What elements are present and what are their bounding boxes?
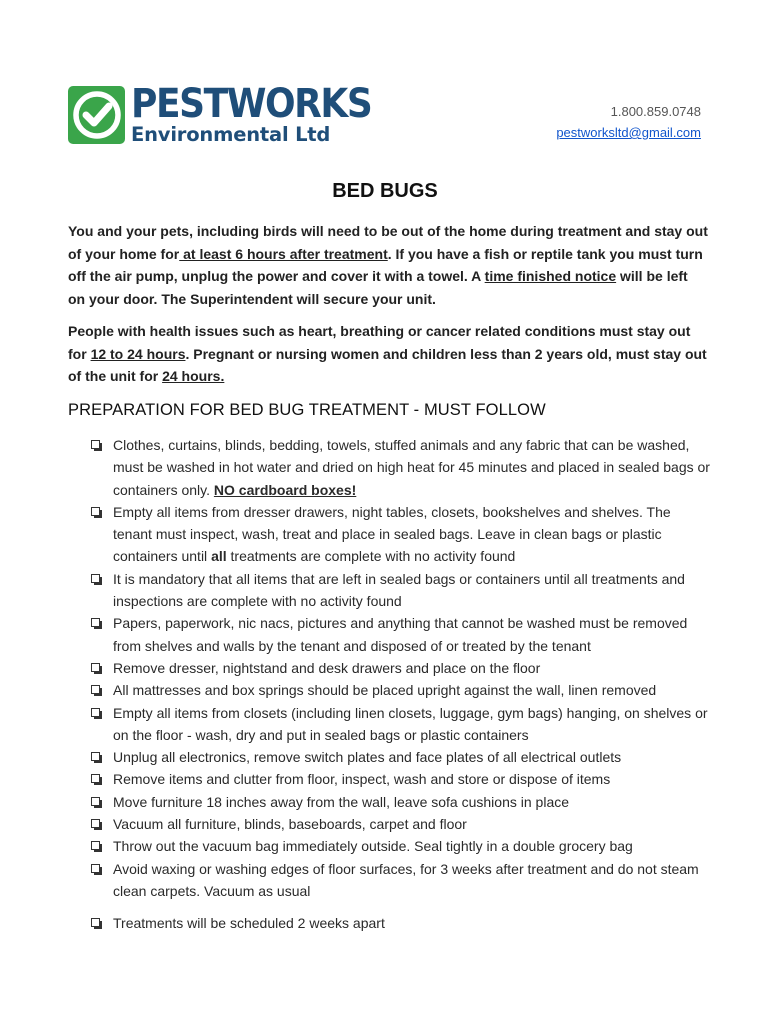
para2-text-1: People with health issues such as heart, breathing or cancer related conditions must stay out for xyxy=(68,323,691,362)
checkbox-icon xyxy=(91,918,102,929)
checkbox-icon xyxy=(91,819,102,830)
contact-info xyxy=(556,101,701,143)
checklist-item: Clothes, curtains, blinds, bedding, towels, stuffed animals and any fabric that can be washed, must be washed in hot water and dried on high heat for 45 minutes and placed in sealed bags or containers only. NO cardboard boxes! xyxy=(91,434,711,501)
checkbox-icon xyxy=(91,685,102,696)
checkbox-icon xyxy=(91,841,102,852)
para1-underline-2: time finished notice xyxy=(484,268,617,284)
checklist-item: Avoid waxing or washing edges of floor surfaces, for 3 weeks after treatment and do not steam clean carpets. Vacuum as usual xyxy=(91,858,711,903)
checklist-item: All mattresses and box springs should be placed upright against the wall, linen removed xyxy=(91,679,711,701)
checkbox-icon xyxy=(91,864,102,875)
checklist-item: Treatments will be scheduled 2 weeks apart xyxy=(91,912,711,934)
para1-text-1: You and your pets, including birds will need to be out of the home during treatment and stay out of your home for xyxy=(68,223,708,262)
checklist-item: Empty all items from dresser drawers, night tables, closets, bookshelves and shelves. The tenant must inspect, wash, treat and place in sealed bags. Leave in clean bags or plastic containers until all treatments are complete with no activity found xyxy=(91,501,711,568)
checkmark-logo-icon xyxy=(68,86,125,144)
checklist-item: Remove items and clutter from floor, inspect, wash and store or dispose of items xyxy=(91,768,711,790)
page-title: BED BUGS xyxy=(332,180,438,202)
logo-subtitle: Environmental Ltd xyxy=(131,123,331,146)
checklist-item: It is mandatory that all items that are left in sealed bags or containers until all treatments and inspections are complete with no activity found xyxy=(91,568,711,613)
section-heading: PREPARATION FOR BED BUG TREATMENT - MUST FOLLOW xyxy=(68,401,546,419)
checkbox-icon xyxy=(91,440,102,451)
checkbox-icon xyxy=(91,618,102,629)
para1-underline-1: at least 6 hours after treatment xyxy=(179,245,388,262)
intro-paragraph xyxy=(68,220,708,310)
checklist-item: Remove dresser, nightstand and desk drawers and place on the floor xyxy=(91,657,711,679)
preparation-checklist xyxy=(91,434,711,935)
para2-underline-1: 12 to 24 hours xyxy=(90,345,186,362)
para1-text-3: will be left on your door. The Superintendent will secure your unit. xyxy=(68,268,688,307)
phone-number: 1.800.859.0748 xyxy=(610,104,701,119)
checkbox-icon xyxy=(91,663,102,674)
email-link[interactable]: pestworksltd@gmail.com xyxy=(556,125,701,140)
checkbox-icon xyxy=(91,797,102,808)
checklist-item: Throw out the vacuum bag immediately outside. Seal tightly in a double grocery bag xyxy=(91,835,711,857)
logo-name: PESTWORKS xyxy=(131,81,372,127)
checklist-item: Vacuum all furniture, blinds, baseboards, carpet and floor xyxy=(91,813,711,835)
checklist-item: Move furniture 18 inches away from the wall, leave sofa cushions in place xyxy=(91,791,711,813)
health-paragraph xyxy=(68,320,708,388)
checkbox-icon xyxy=(91,752,102,763)
para1-text-2: . If you have a fish or reptile tank you must turn off the air pump, unplug the power and cover it with a towel. A xyxy=(68,245,703,284)
checklist-item: Empty all items from closets (including linen closets, luggage, gym bags) hanging, on shelves or on the floor - wash, dry and put in sealed bags or plastic containers xyxy=(91,702,711,747)
checkbox-icon xyxy=(91,774,102,785)
checkbox-icon xyxy=(91,708,102,719)
para2-text-2: . Pregnant or nursing women and children less than 2 years old, must stay out of the unit for xyxy=(68,345,707,384)
checkbox-icon xyxy=(91,574,102,585)
para2-underline-2: 24 hours. xyxy=(162,368,225,384)
checkbox-icon xyxy=(91,507,102,518)
checklist-item: Papers, paperwork, nic nacs, pictures and anything that cannot be washed must be removed from shelves and walls by the tenant and disposed of or treated by the tenant xyxy=(91,612,711,657)
company-logo xyxy=(68,81,372,148)
checklist-item: Unplug all electronics, remove switch plates and face plates of all electrical outlets xyxy=(91,746,711,768)
